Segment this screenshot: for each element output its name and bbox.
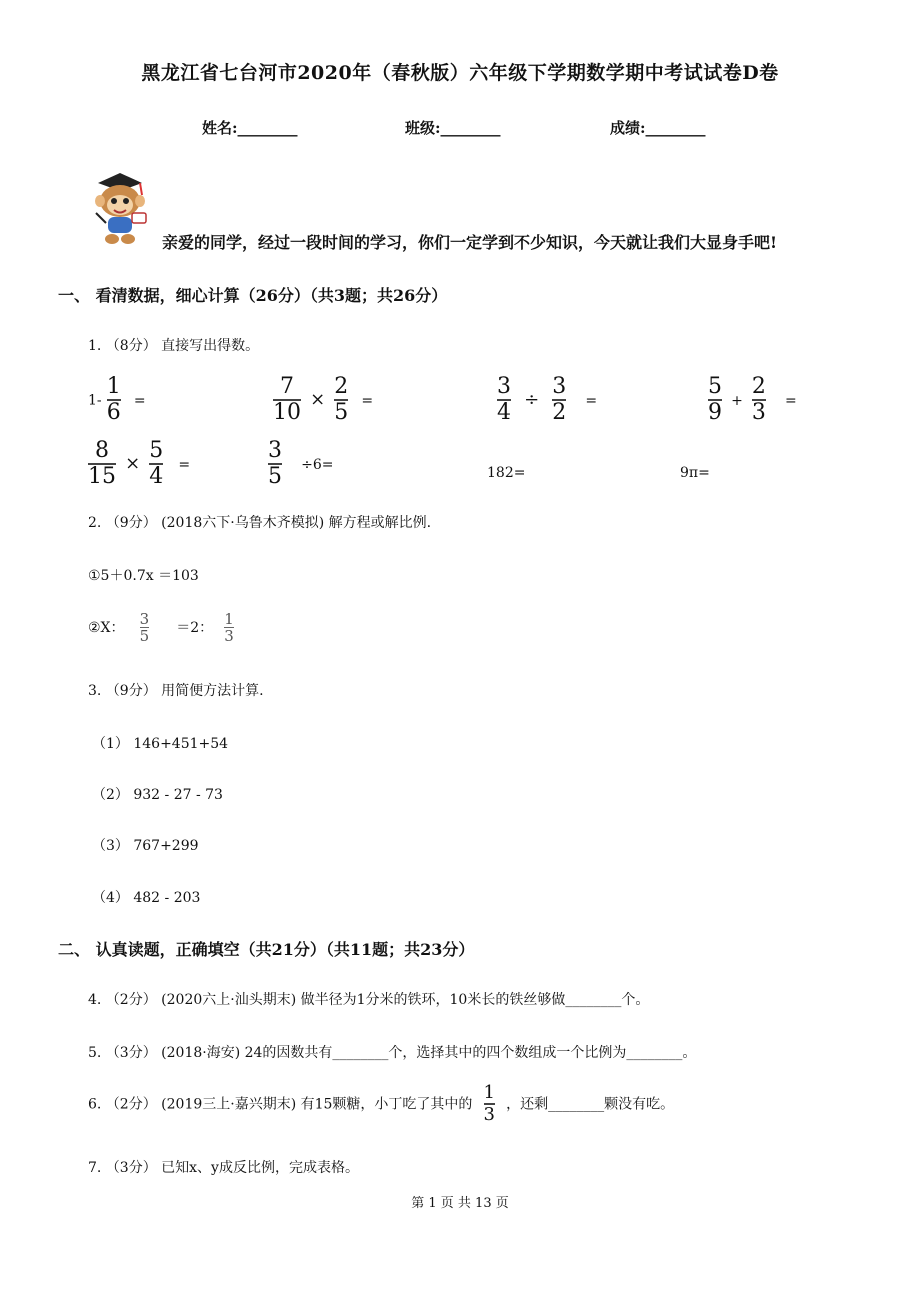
q1e-fraction-2: $\frac{5}{4}$ xyxy=(149,438,164,489)
q1d-fraction-1: $\frac{5}{9}$ xyxy=(708,374,722,425)
page-footer: 第 1 页 共 13 页 xyxy=(411,1196,509,1211)
q1d-fraction-2: $\frac{2}{3}$ xyxy=(751,374,766,425)
q1-expression-c: $\frac{3}{4}$ ÷ $\frac{3}{2}$ = xyxy=(497,374,598,425)
q2-equation-1: ①5＋0.7x ＝103 xyxy=(88,568,199,584)
q2-fraction-2: $\frac{1}{3}$ xyxy=(224,610,234,645)
q1-expression-g: 182= xyxy=(487,465,526,481)
score-field-label: 成绩:________ xyxy=(610,119,706,137)
q1b-fraction-1: $\frac{7}{10}$ xyxy=(273,374,301,425)
q1a-fraction: $\frac{1}{6}$ xyxy=(106,374,121,425)
q3-item-2: （2） 932 - 27 - 73 xyxy=(92,787,223,803)
mascot-monkey-illustration xyxy=(88,165,154,247)
q1c-fraction-2: $\frac{3}{2}$ xyxy=(552,374,567,425)
section-2-heading: 二、 认真读题，正确填空（共21分）（共11题；共23分） xyxy=(58,940,475,959)
question-6: 6. （2分） (2019三上·嘉兴期末) 有15颗糖，小丁吃了其中的 $\frac{1}{3}$ ，还剩________颗没有吃。 xyxy=(88,1082,675,1125)
q2-fraction-1: $\frac{3}{5}$ xyxy=(139,610,150,645)
question-5: 5. （3分） (2018·海安) 24的因数共有________个，选择其中的四个数组成一个比例为________。 xyxy=(88,1045,697,1061)
q1-expression-e: $\frac{8}{15}$ × $\frac{5}{4}$ = xyxy=(88,438,191,489)
question-1-stem: 1. （8分） 直接写出得数。 xyxy=(88,338,260,354)
page-title: 黑龙江省七台河市2020年（春秋版）六年级下学期数学期中考试试卷D卷 xyxy=(141,62,779,84)
q6-fraction: $\frac{1}{3}$ xyxy=(483,1082,495,1125)
q1-expression-d: $\frac{5}{9}$ + $\frac{2}{3}$ = xyxy=(708,374,797,425)
q1a-prefix: 1- xyxy=(88,392,102,409)
q3-item-4: （4） 482 - 203 xyxy=(92,890,201,906)
q1-expression-h: 9π= xyxy=(680,465,710,481)
q1b-fraction-2: $\frac{2}{5}$ xyxy=(334,374,349,425)
q1c-fraction-1: $\frac{3}{4}$ xyxy=(497,374,511,425)
section-1-heading: 一、 看清数据，细心计算（26分）（共3题；共26分） xyxy=(58,286,448,305)
class-field-label: 班级:________ xyxy=(405,119,501,137)
q2-equation-2: ②X： $\frac{3}{5}$ ＝2： $\frac{1}{3}$ xyxy=(88,610,234,645)
q3-item-1: （1） 146+451+54 xyxy=(92,736,229,752)
q1-expression-f: $\frac{3}{5}$ ÷6= xyxy=(268,438,334,489)
name-field-label: 姓名:________ xyxy=(202,119,298,137)
question-3-stem: 3. （9分） 用简便方法计算. xyxy=(88,683,264,699)
greeting-text: 亲爱的同学，经过一段时间的学习，你们一定学到不少知识，今天就让我们大显身手吧! xyxy=(162,233,778,252)
q3-item-3: （3） 767+299 xyxy=(92,838,199,854)
question-4: 4. （2分） (2020六上·汕头期末) 做半径为1分米的铁环，10米长的铁丝够做________个。 xyxy=(88,992,650,1008)
q1f-fraction: $\frac{3}{5}$ xyxy=(268,438,282,489)
q1e-fraction-1: $\frac{8}{15}$ xyxy=(88,438,116,489)
question-7: 7. （3分） 已知x、y成反比例，完成表格。 xyxy=(88,1160,359,1176)
question-2-stem: 2. （9分） (2018六下·乌鲁木齐模拟) 解方程或解比例. xyxy=(88,515,432,531)
q1-expression-a: 1- $\frac{1}{6}$ = xyxy=(88,374,146,425)
q1-expression-b: $\frac{7}{10}$ × $\frac{2}{5}$ = xyxy=(273,374,374,425)
